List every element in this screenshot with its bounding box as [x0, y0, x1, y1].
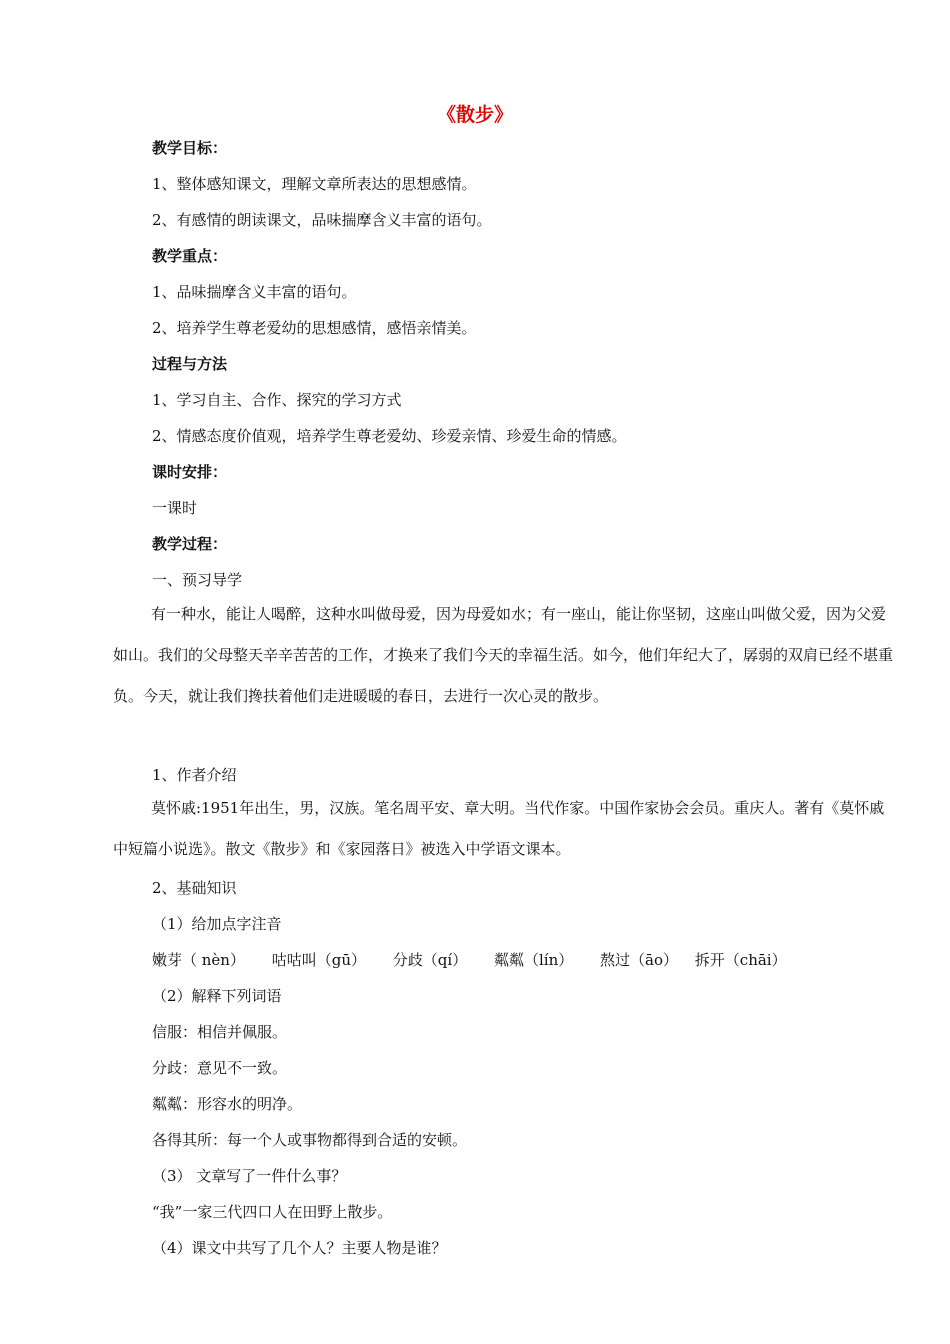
pinyin-list — [152, 950, 809, 970]
author-paragraph: 莫怀戚:1951年出生，男，汉族。笔名周平安、章大明。当代作家。中国作家协会会员。重庆人。著有《莫怀戚中短篇小说选》。散文《散步》和《家园落日》被选入中学语文课本。 — [113, 799, 885, 858]
definition-item: 信服：相信并佩服。 — [152, 1023, 288, 1041]
question-3: （3） 文章写了一件什么事？ — [152, 1167, 347, 1185]
intro-paragraph: 有一种水，能让人喝醉，这种水叫做母爱，因为母爱如水；有一座山，能让你坚韧，这座山叫做父爱，因为父爱如山。我们的父母整天辛辛苦苦的工作，才换来了我们今天的幸福生活。如今，他们年纪大了，孱弱的双肩已经不堪重负。今天，就让我们搀扶着他们走进暖暖的春日，去进行一次心灵的散步。 — [113, 605, 894, 705]
schedule-heading: 课时安排： — [152, 463, 228, 481]
question-4: （4）课文中共写了几个人？主要人物是谁？ — [152, 1239, 447, 1257]
basics-heading: 2、基础知识 — [152, 879, 237, 897]
definition-item: 各得其所：每一个人或事物都得到合适的安顿。 — [152, 1131, 468, 1149]
definition-item: 分歧：意见不一致。 — [152, 1059, 288, 1077]
focus-heading: 教学重点： — [152, 247, 228, 265]
goal-item: 1、整体感知课文，理解文章所表达的思想感情。 — [152, 175, 477, 193]
method-heading: 过程与方法 — [152, 355, 228, 373]
focus-item: 1、品味揣摩含义丰富的语句。 — [152, 283, 357, 301]
pinyin-item: 粼粼（lín） — [493, 951, 574, 969]
document-title: 《散步》 — [436, 104, 513, 126]
question-1: （1）给加点字注音 — [152, 915, 282, 933]
pinyin-item: 分歧（qí） — [392, 951, 468, 969]
pinyin-item: 咕咕叫（gū） — [271, 951, 367, 969]
focus-item: 2、培养学生尊老爱幼的思想感情，感悟亲情美。 — [152, 319, 477, 337]
goals-heading: 教学目标： — [152, 139, 228, 157]
definition-item: 粼粼：形容水的明净。 — [152, 1095, 303, 1113]
goal-item: 2、有感情的朗读课文，品味揣摩含义丰富的语句。 — [152, 211, 492, 229]
pinyin-item: 嫩芽（ nèn） — [152, 951, 245, 969]
author-heading: 1、作者介绍 — [152, 766, 237, 784]
pinyin-item: 熬过（āo） — [600, 951, 679, 969]
answer-3: “我”一家三代四口人在田野上散步。 — [152, 1203, 393, 1221]
method-item: 1、学习自主、合作、探究的学习方式 — [152, 391, 402, 409]
question-2: （2）解释下列词语 — [152, 987, 282, 1005]
pinyin-item: 拆开（chāi） — [694, 951, 787, 969]
process-heading: 教学过程： — [152, 535, 228, 553]
section-heading: 一、预习导学 — [152, 571, 243, 589]
method-item: 2、情感态度价值观，培养学生尊老爱幼、珍爱亲情、珍爱生命的情感。 — [152, 427, 627, 445]
schedule-value: 一课时 — [152, 499, 198, 517]
